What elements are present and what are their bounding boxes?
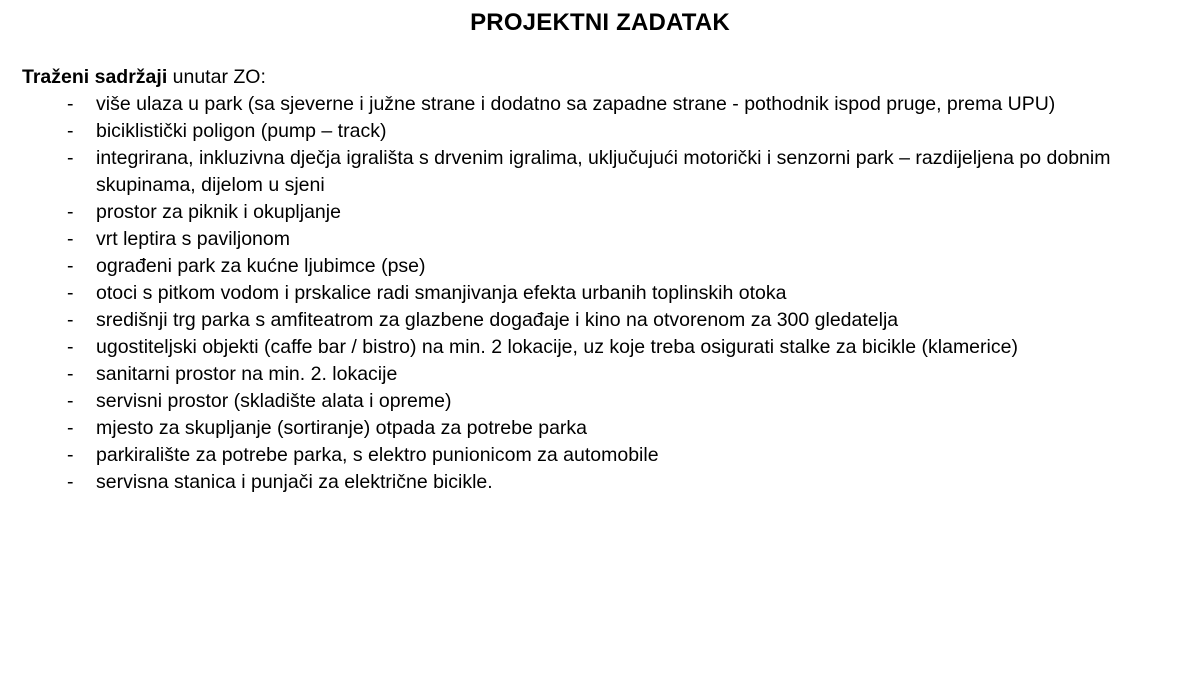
dash-bullet: - (67, 120, 74, 142)
intro-line (22, 64, 266, 90)
list-item (0, 253, 1200, 280)
dash-bullet: - (67, 309, 74, 331)
list-item (0, 415, 1200, 442)
list-item-text: vrt leptira s paviljonom (96, 228, 290, 250)
list-item (0, 442, 1200, 469)
requirements-list (0, 91, 1200, 496)
list-item-text: servisni prostor (skladište alata i opreme) (96, 390, 452, 412)
list-item-text: prostor za piknik i okupljanje (96, 201, 341, 223)
list-item (0, 361, 1200, 388)
intro-rest-label: unutar ZO: (167, 66, 266, 88)
list-item-text: mjesto za skupljanje (sortiranje) otpada za potrebe parka (96, 417, 588, 439)
dash-bullet: - (67, 93, 74, 115)
dash-bullet: - (67, 417, 74, 439)
list-item (0, 118, 1200, 145)
list-item (0, 91, 1200, 118)
dash-bullet: - (67, 201, 74, 223)
slide-title: PROJEKTNI ZADATAK (470, 9, 730, 36)
list-item-text: sanitarni prostor na min. 2. lokacije (96, 363, 398, 385)
list-item (0, 334, 1200, 361)
dash-bullet: - (67, 336, 74, 358)
list-item (0, 280, 1200, 307)
list-item (0, 469, 1200, 496)
list-item (0, 226, 1200, 253)
list-item (0, 145, 1200, 199)
list-item (0, 388, 1200, 415)
list-item-text: otoci s pitkom vodom i prskalice radi smanjivanja efekta urbanih toplinskih otoka (96, 282, 787, 304)
list-item-text: središnji trg parka s amfiteatrom za glazbene događaje i kino na otvorenom za 300 gledatelja (96, 309, 899, 331)
list-item (0, 307, 1200, 334)
dash-bullet: - (67, 228, 74, 250)
dash-bullet: - (67, 147, 74, 169)
list-item-text: servisna stanica i punjači za električne bicikle. (96, 471, 493, 493)
intro-bold-label: Traženi sadržaji (22, 66, 168, 88)
dash-bullet: - (67, 444, 74, 466)
list-item-text: integrirana, inkluzivna dječja igrališta s drvenim igralima, uključujući motorički i senzorni park – razdijeljena po dobnim skupinama, dijelom u sjeni (96, 147, 1111, 196)
dash-bullet: - (67, 255, 74, 277)
dash-bullet: - (67, 363, 74, 385)
list-item-text: više ulaza u park (sa sjeverne i južne strane i dodatno sa zapadne strane - pothodnik ispod pruge, prema UPU) (96, 93, 1056, 115)
list-item-text: parkiralište za potrebe parka, s elektro punionicom za automobile (96, 444, 659, 466)
list-item-text: biciklistički poligon (pump – track) (96, 120, 387, 142)
dash-bullet: - (67, 390, 74, 412)
list-item-text: ugostiteljski objekti (caffe bar / bistro) na min. 2 lokacije, uz koje treba osigurati stalke za bicikle (klamerice) (96, 336, 1018, 358)
dash-bullet: - (67, 282, 74, 304)
list-item (0, 199, 1200, 226)
list-item-text: ograđeni park za kućne ljubimce (pse) (96, 255, 426, 277)
dash-bullet: - (67, 471, 74, 493)
